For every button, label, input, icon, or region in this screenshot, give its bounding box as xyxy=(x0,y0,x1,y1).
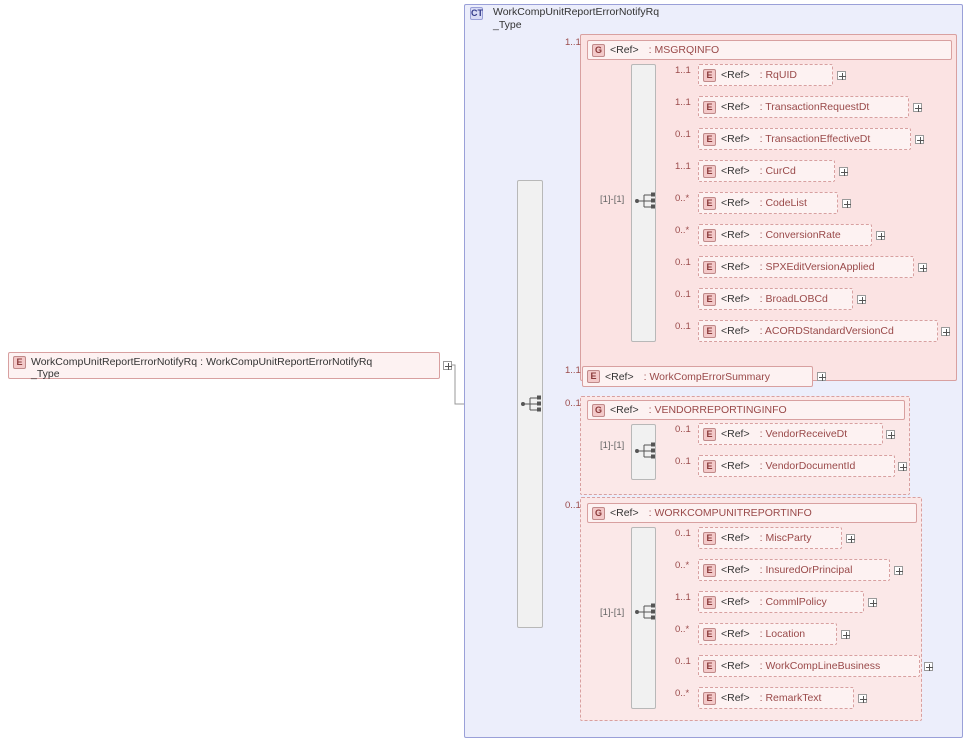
child-occurrence: 0..* xyxy=(675,688,690,699)
element-node-vendorreceivedt[interactable] xyxy=(698,423,883,445)
element-expand-icon[interactable] xyxy=(857,295,866,304)
element-badge-icon: E xyxy=(703,197,716,210)
element-node-remarktext[interactable] xyxy=(698,687,854,709)
element-expand-icon[interactable] xyxy=(876,231,885,240)
element-expand-icon[interactable] xyxy=(846,534,855,543)
element-badge-icon: E xyxy=(703,133,716,146)
element-badge-icon: E xyxy=(703,69,716,82)
element-badge-icon: E xyxy=(703,101,716,114)
element-name-label: : CodeList xyxy=(759,197,807,209)
group-ref-label: <Ref> xyxy=(610,404,639,416)
element-name-label: : ACORDStandardVersionCd xyxy=(759,325,894,337)
element-name-label: : CommlPolicy xyxy=(759,596,827,608)
element-expand-icon[interactable] xyxy=(894,566,903,575)
group-inner-occurrence-workcompunitreportinfo: [1]-[1] xyxy=(600,607,625,618)
element-node-broadlobcd[interactable] xyxy=(698,288,853,310)
element-ref-label: <Ref> xyxy=(721,133,750,145)
element-badge-icon: E xyxy=(703,428,716,441)
element-badge-icon: E xyxy=(13,356,26,369)
element-ref-label: <Ref> xyxy=(721,69,750,81)
group-badge-icon: G xyxy=(592,507,605,520)
element-name-label: : TransactionRequestDt xyxy=(759,101,870,113)
element-node-spxeditversionapplied[interactable] xyxy=(698,256,914,278)
child-occurrence: 0..1 xyxy=(675,528,691,539)
group-name-label: : WORKCOMPUNITREPORTINFO xyxy=(648,507,812,519)
element-name-label: : VendorReceiveDt xyxy=(759,428,848,440)
element-expand-icon[interactable] xyxy=(924,662,933,671)
group-occurrence-msgrqinfo: 1..1 xyxy=(565,37,581,48)
element-badge-icon: E xyxy=(703,261,716,274)
child-occurrence: 0..* xyxy=(675,193,690,204)
group-badge-icon: G xyxy=(592,404,605,417)
group-occurrence-vendorreportinginfo: 0..1 xyxy=(565,398,581,409)
element-expand-icon[interactable] xyxy=(913,103,922,112)
element-name-label: : WorkCompLineBusiness xyxy=(759,660,881,672)
element-badge-icon: E xyxy=(703,532,716,545)
element-badge-icon: E xyxy=(703,564,716,577)
element-name-label: : CurCd xyxy=(759,165,796,177)
element-badge-icon: E xyxy=(703,628,716,641)
element-ref-label: <Ref> xyxy=(721,229,750,241)
group-node-workcompunitreportinfo[interactable] xyxy=(587,503,917,523)
root-element-node[interactable] xyxy=(8,352,440,379)
child-occurrence: 0..1 xyxy=(675,656,691,667)
complextype-badge-icon: CT xyxy=(471,8,483,18)
element-name-label: : Location xyxy=(759,628,806,640)
element-node-transactioneffectivedt[interactable] xyxy=(698,128,911,150)
element-badge-icon: E xyxy=(703,165,716,178)
element-ref-label: <Ref> xyxy=(721,261,750,273)
element-badge-icon: E xyxy=(703,325,716,338)
element-expand-icon[interactable] xyxy=(841,630,850,639)
complextype-title-line1: WorkCompUnitReportErrorNotifyRq xyxy=(493,6,660,18)
element-expand-icon[interactable] xyxy=(817,372,826,381)
element-ref-label: <Ref> xyxy=(721,428,750,440)
element-expand-icon[interactable] xyxy=(842,199,851,208)
element-ref-label: <Ref> xyxy=(721,165,750,177)
element-expand-icon[interactable] xyxy=(837,71,846,80)
element-badge-icon: E xyxy=(703,460,716,473)
element-ref-label: <Ref> xyxy=(721,460,750,472)
element-expand-icon[interactable] xyxy=(898,462,907,471)
element-name-label: : SPXEditVersionApplied xyxy=(759,261,875,273)
element-node-insuredorprincipal[interactable] xyxy=(698,559,890,581)
group-inner-occurrence-msgrqinfo: [1]-[1] xyxy=(600,194,625,205)
element-node-rquid[interactable] xyxy=(698,64,833,86)
element-ref-label: <Ref> xyxy=(721,293,750,305)
child-occurrence: 0..1 xyxy=(675,321,691,332)
element-badge-icon: E xyxy=(703,692,716,705)
element-name-label: : InsuredOrPrincipal xyxy=(759,564,853,576)
group-name-label: : MSGRQINFO xyxy=(648,44,720,56)
element-ref-label: <Ref> xyxy=(721,596,750,608)
element-node-location[interactable] xyxy=(698,623,837,645)
element-ref-label: <Ref> xyxy=(721,101,750,113)
group-ref-label: <Ref> xyxy=(610,507,639,519)
element-ref-label: <Ref> xyxy=(721,660,750,672)
child-occurrence: 0..* xyxy=(675,560,690,571)
group-inner-occurrence-vendorreportinginfo: [1]-[1] xyxy=(600,440,625,451)
root-element-type: WorkCompUnitReportErrorNotifyRq xyxy=(206,356,373,368)
element-ref-label: <Ref> xyxy=(721,532,750,544)
root-element-label: WorkCompUnitReportErrorNotifyRq xyxy=(31,356,198,368)
child-occurrence: 0..1 xyxy=(675,424,691,435)
element-ref-label: <Ref> xyxy=(721,628,750,640)
group-ref-label: <Ref> xyxy=(610,44,639,56)
child-occurrence: 1..1 xyxy=(675,161,691,172)
element-expand-icon[interactable] xyxy=(839,167,848,176)
element-expand-icon[interactable] xyxy=(941,327,950,336)
child-occurrence: 0..1 xyxy=(675,129,691,140)
element-name-label: : RemarkText xyxy=(759,692,822,704)
root-element-type-cont: _Type xyxy=(31,368,60,380)
element-name-label: : ConversionRate xyxy=(759,229,841,241)
element-ref-label: <Ref> xyxy=(721,325,750,337)
group-node-msgrqinfo[interactable] xyxy=(587,40,952,60)
child-occurrence: 0..1 xyxy=(675,289,691,300)
complextype-title-line2: _Type xyxy=(493,19,522,31)
element-node-acordstandardversioncd[interactable] xyxy=(698,320,938,342)
element-name-label: : MiscParty xyxy=(759,532,812,544)
element-expand-icon[interactable] xyxy=(886,430,895,439)
root-element-expand-icon[interactable] xyxy=(443,361,452,370)
element-node-conversionrate[interactable] xyxy=(698,224,872,246)
child-occurrence: 1..1 xyxy=(675,592,691,603)
element-badge-icon: E xyxy=(587,370,600,383)
element-node-workcomperrorsummary[interactable] xyxy=(582,366,813,387)
child-occurrence: 0..* xyxy=(675,624,690,635)
element-name-label: : BroadLOBCd xyxy=(759,293,828,305)
element-expand-icon[interactable] xyxy=(915,135,924,144)
element-name-label: : RqUID xyxy=(759,69,797,81)
element-name-label: : VendorDocumentId xyxy=(759,460,856,472)
element-badge-icon: E xyxy=(703,596,716,609)
standalone-occurrence: 1..1 xyxy=(565,365,581,376)
element-badge-icon: E xyxy=(703,293,716,306)
element-node-workcomplinebusiness[interactable] xyxy=(698,655,920,677)
sequence-connector-icon xyxy=(633,602,657,622)
element-expand-icon[interactable] xyxy=(868,598,877,607)
child-occurrence: 1..1 xyxy=(675,97,691,108)
sequence-connector-icon xyxy=(633,191,657,211)
group-name-label: : VENDORREPORTINGINFO xyxy=(648,404,787,416)
group-occurrence-workcompunitreportinfo: 0..1 xyxy=(565,500,581,511)
sequence-connector-icon xyxy=(518,394,542,414)
element-expand-icon[interactable] xyxy=(918,263,927,272)
element-ref-label: <Ref> xyxy=(605,370,634,383)
child-occurrence: 1..1 xyxy=(675,65,691,76)
element-ref-label: <Ref> xyxy=(721,197,750,209)
element-badge-icon: E xyxy=(703,229,716,242)
sequence-connector-icon xyxy=(633,441,657,461)
group-node-vendorreportinginfo[interactable] xyxy=(587,400,905,420)
element-node-vendordocumentid[interactable] xyxy=(698,455,895,477)
root-element-type-separator: : xyxy=(200,356,204,368)
element-node-miscparty[interactable] xyxy=(698,527,842,549)
element-name-label: : TransactionEffectiveDt xyxy=(759,133,871,145)
child-occurrence: 0..1 xyxy=(675,456,691,467)
element-node-commlpolicy[interactable] xyxy=(698,591,864,613)
child-occurrence: 0..1 xyxy=(675,257,691,268)
element-node-codelist[interactable] xyxy=(698,192,838,214)
element-node-curcd[interactable] xyxy=(698,160,835,182)
complextype-title xyxy=(493,6,659,32)
element-ref-label: <Ref> xyxy=(721,564,750,576)
child-occurrence: 0..* xyxy=(675,225,690,236)
element-ref-label: <Ref> xyxy=(721,692,750,704)
element-badge-icon: E xyxy=(703,660,716,673)
group-badge-icon: G xyxy=(592,44,605,57)
element-name-label: : WorkCompErrorSummary xyxy=(643,370,771,383)
element-node-transactionrequestdt[interactable] xyxy=(698,96,909,118)
element-expand-icon[interactable] xyxy=(858,694,867,703)
